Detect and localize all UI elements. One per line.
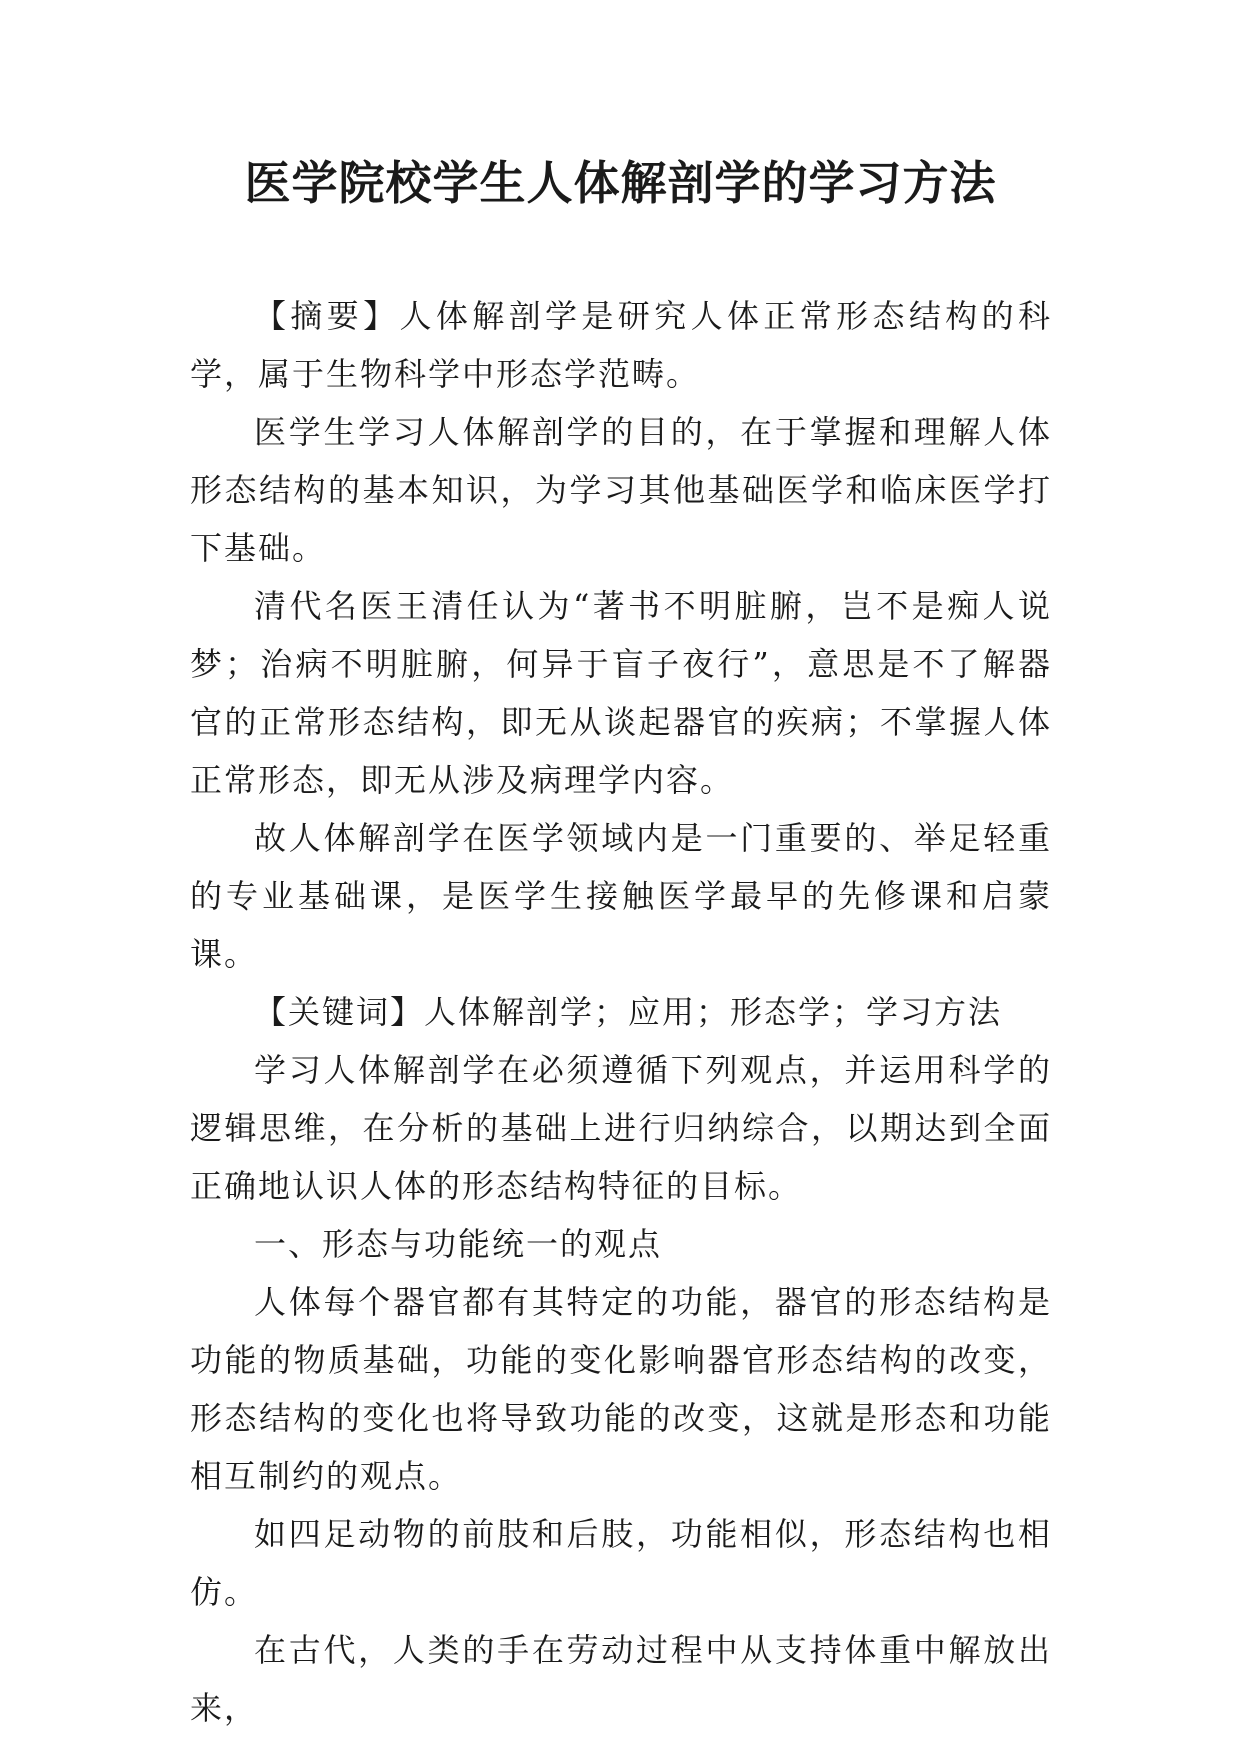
- body-paragraph: 在古代，人类的手在劳动过程中从支持体重中解放出来，: [190, 1631, 1052, 1727]
- body-paragraph: 医学生学习人体解剖学的目的，在于掌握和理解人体形态结构的基本知识，为学习其他基础医学和临床医学打下基础。: [190, 413, 1052, 567]
- document-title: 医学院校学生人体解剖学的学习方法: [244, 156, 997, 210]
- document-body: [190, 287, 1052, 1737]
- keywords-paragraph: 【关键词】人体解剖学；应用；形态学；学习方法: [254, 993, 1003, 1031]
- body-paragraph: 人体每个器官都有其特定的功能，器官的形态结构是功能的物质基础，功能的变化影响器官形态结构的改变，形态结构的变化也将导致功能的改变，这就是形态和功能相互制约的观点。: [190, 1283, 1052, 1495]
- abstract-paragraph: 【摘要】人体解剖学是研究人体正常形态结构的科学，属于生物科学中形态学范畴。: [190, 297, 1052, 393]
- body-paragraph: 清代名医王清任认为“著书不明脏腑，岂不是痴人说梦；治病不明脏腑，何异于盲子夜行”，意思是不了解器官的正常形态结构，即无从谈起器官的疾病；不掌握人体正常形态，即无从涉及病理学内容。: [190, 587, 1052, 799]
- body-paragraph: 故人体解剖学在医学领域内是一门重要的、举足轻重的专业基础课，是医学生接触医学最早的先修课和启蒙课。: [190, 819, 1052, 973]
- body-paragraph: 学习人体解剖学在必须遵循下列观点，并运用科学的逻辑思维，在分析的基础上进行归纳综合，以期达到全面正确地认识人体的形态结构特征的目标。: [190, 1051, 1052, 1205]
- body-paragraph: 如四足动物的前肢和后肢，功能相似，形态结构也相仿。: [190, 1515, 1052, 1611]
- section-heading: 一、形态与功能统一的观点: [254, 1225, 663, 1263]
